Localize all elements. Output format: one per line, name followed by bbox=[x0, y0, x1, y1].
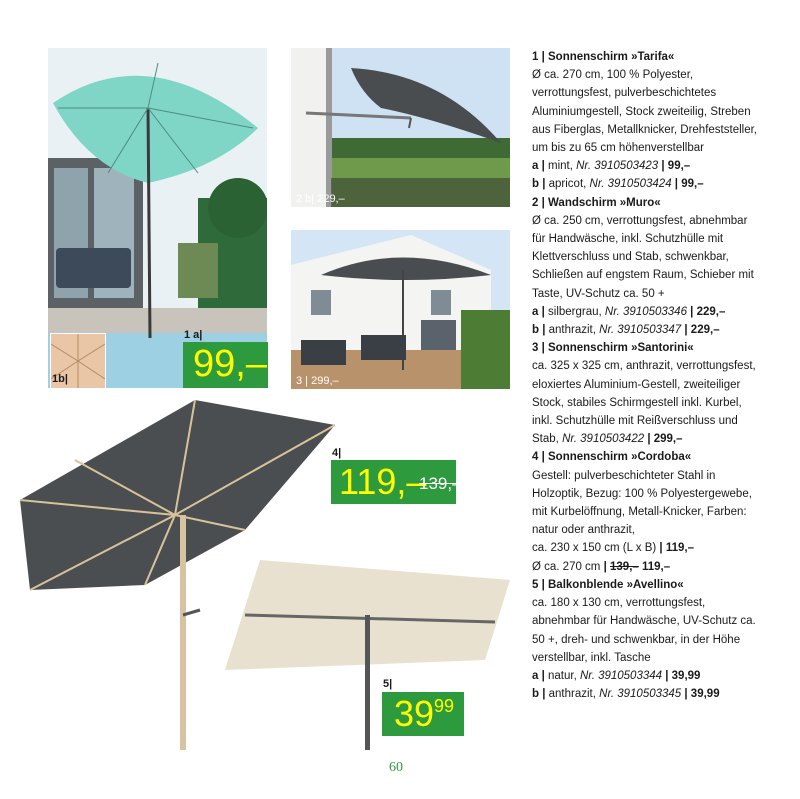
variant-label: b | bbox=[532, 324, 546, 337]
variant-color: anthrazit, bbox=[545, 324, 600, 337]
article-number: Nr. 3910503345 bbox=[599, 688, 682, 701]
variant-color: mint, bbox=[544, 160, 577, 173]
price-4-old: 139,– bbox=[419, 474, 462, 493]
variant-price: | 99,– bbox=[658, 160, 691, 173]
label-2b: 2 b| 229,– bbox=[296, 193, 345, 205]
product-3-heading: 3 | Sonnenschirm »Santorini« bbox=[532, 342, 694, 355]
photo-muro-anthracite bbox=[291, 48, 510, 207]
product-1-body: Ø ca. 270 cm, 100 % Polyester, verrottungsfest, pulverbeschichtetes Aluminiumgestell, Stock zweiteilig, Streben aus Fiberglas, Metallknicker, Drehfeststeller, um bis zu 65 cm höhenverstellbar bbox=[532, 69, 757, 155]
label-4: 4| bbox=[332, 447, 342, 459]
price-1: 99,– bbox=[193, 343, 267, 385]
product-4-size-2: Ø ca. 270 cm bbox=[532, 560, 601, 573]
price-5-main: 39 bbox=[394, 693, 435, 734]
variant-color: apricot, bbox=[545, 178, 590, 191]
product-1 bbox=[532, 48, 762, 194]
variant-color: silbergrau, bbox=[544, 305, 605, 318]
product-descriptions bbox=[532, 48, 762, 703]
product-2-heading: 2 | Wandschirm »Muro« bbox=[532, 196, 661, 209]
product-4-heading: 4 | Sonnenschirm »Cordoba« bbox=[532, 451, 692, 464]
variant-label: b | bbox=[532, 688, 546, 701]
label-1a: 1 a| bbox=[184, 329, 203, 341]
label-1b: 1b| bbox=[52, 373, 68, 385]
article-number: Nr. 3910503424 bbox=[589, 178, 672, 191]
product-3 bbox=[532, 339, 762, 448]
variant-label: a | bbox=[532, 305, 545, 318]
variant-price: | 229,– bbox=[686, 305, 726, 318]
product-4-body: Gestell: pulverbeschichteter Stahl in Holzoptik, Bezug: 100 % Polyestergewebe, mit Kurbelöffnung, Metall-Knicker, Farben: natur oder anthrazit, bbox=[532, 469, 752, 537]
price-5-cents: 99 bbox=[434, 696, 455, 716]
product-4-old-price: 139,– bbox=[610, 560, 639, 573]
article-number: Nr. 3910503344 bbox=[579, 669, 663, 682]
product-5-heading: 5 | Balkonblende »Avellino« bbox=[532, 578, 684, 591]
product-4-price-2: 119,– bbox=[638, 560, 671, 573]
article-number: Nr. 3910503423 bbox=[576, 160, 659, 173]
product-4: 4 | Sonnenschirm »Cordoba« Gestell: pulverbeschichteter Stahl in Holzoptik, Bezug: 100 % Polyestergewebe, mit Kurbelöffnung, Metall-Knicker, Farben: natur oder anthrazit, ca. 230 x 150 cm (L x B) | 119,– Ø ca. 270 cm | 139,– 119,– bbox=[532, 451, 752, 573]
price-5 bbox=[394, 693, 454, 735]
product-4-price-1: | 119,– bbox=[656, 542, 694, 555]
page-number: 60 bbox=[389, 760, 403, 775]
price-badge-1 bbox=[183, 342, 268, 388]
variant-label: a | bbox=[532, 669, 545, 682]
price-badge-5 bbox=[382, 692, 464, 736]
label-3: 3 | 299,– bbox=[296, 375, 339, 387]
product-2-body: Ø ca. 250 cm, verrottungsfest, abnehmbar für Handwäsche, inkl. Schutzhülle mit Klettverschluss und Stab, schwenkbar, Schließen auf engstem Raum, Schieber mit Taste, UV-Schutz ca. 50 + bbox=[532, 214, 754, 300]
variant-price: | 39,99 bbox=[662, 669, 701, 682]
article-number: Nr. 3910503346 bbox=[604, 305, 687, 318]
label-5: 5| bbox=[383, 678, 393, 690]
product-5-body: ca. 180 x 130 cm, verrottungsfest, abnehmbar für Handwäsche, UV-Schutz ca. 50 +, dreh- und schwenkbar, in der Höhe verstellbar, inkl. Tasche bbox=[532, 597, 756, 664]
product-3-body: ca. 325 x 325 cm, anthrazit, verrottungsfest, eloxiertes Aluminium-Gestell, zweiteiliger Stock, stabiles Schirmgestell inkl. Kurbel, inkl. Schutzhülle mit Reißverschluss und Stab, bbox=[532, 360, 756, 446]
price-badge-4 bbox=[331, 460, 462, 504]
article-number: Nr. 3910503422 bbox=[562, 433, 645, 446]
variant-label: a | bbox=[532, 160, 545, 173]
photo-santorini bbox=[291, 230, 510, 389]
product-1-heading: 1 | Sonnenschirm »Tarifa« bbox=[532, 51, 675, 63]
image-avellino bbox=[225, 560, 515, 750]
price-4: 119,– bbox=[339, 461, 427, 502]
product-5 bbox=[532, 576, 762, 703]
article-number: Nr. 3910503347 bbox=[599, 324, 682, 337]
variant-price: | 229,– bbox=[681, 324, 720, 337]
product-4-size-1: ca. 230 x 150 cm (L x B) bbox=[532, 542, 657, 555]
product-3-price: | 299,– bbox=[644, 433, 683, 446]
product-2 bbox=[532, 194, 762, 340]
variant-price: | 39,99 bbox=[681, 688, 720, 701]
variant-price: | 99,– bbox=[671, 178, 704, 191]
variant-label: b | bbox=[532, 178, 546, 191]
variant-color: anthrazit, bbox=[545, 688, 600, 701]
variant-color: natur, bbox=[544, 669, 580, 682]
